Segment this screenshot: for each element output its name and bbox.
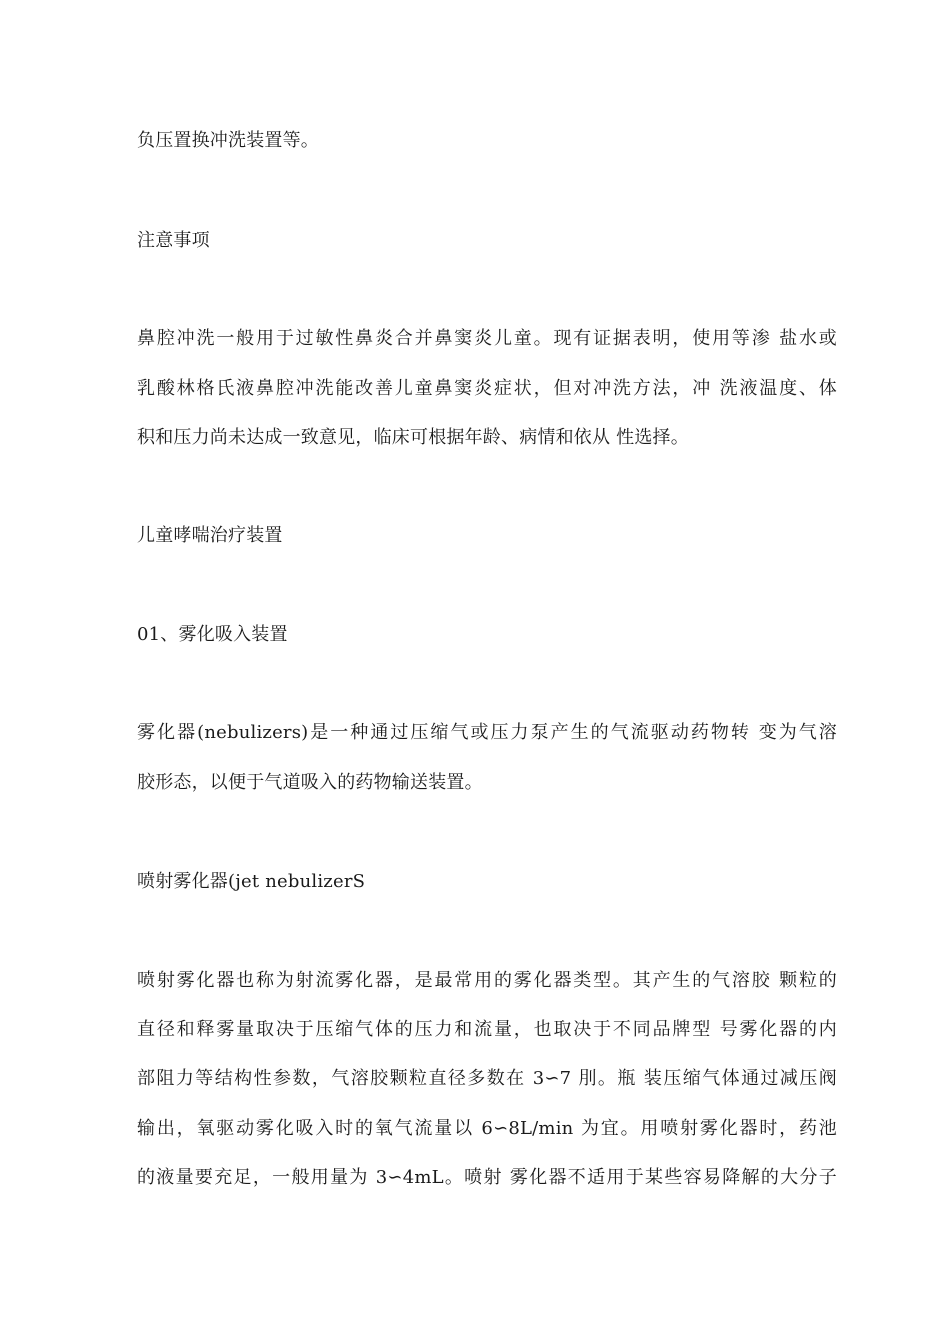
section-heading: 01、雾化吸入装置 bbox=[137, 624, 288, 645]
text-line: 部阻力等结构性参数，气溶胶颗粒直径多数在 3∽7 刖。瓶 装压缩气体通过减压阀 bbox=[137, 1068, 837, 1089]
text-line: 乳酸林格氏液鼻腔冲洗能改善儿童鼻窦炎症状，但对冲洗方法，冲 洗液温度、体 bbox=[137, 378, 837, 399]
section-heading: 注意事项 bbox=[137, 230, 210, 251]
text-line: 的液量要充足，一般用量为 3∽4mL。喷射 雾化器不适用于某些容易降解的大分子 bbox=[137, 1167, 837, 1188]
text-line: 鼻腔冲洗一般用于过敏性鼻炎合并鼻窦炎儿童。现有证据表明，使用等渗 盐水或 bbox=[137, 328, 837, 349]
text-line: 雾化器(nebulizers)是一种通过压缩气或压力泵产生的气流驱动药物转 变为气溶 bbox=[137, 722, 837, 743]
section-heading: 儿童哮喘治疗装置 bbox=[137, 525, 283, 546]
text-line: 负压置换冲洗装置等。 bbox=[137, 130, 319, 151]
text-line: 积和压力尚未达成一致意见，临床可根据年龄、病情和依从 性选择。 bbox=[137, 427, 689, 448]
text-line: 胶形态，以便于气道吸入的药物输送装置。 bbox=[137, 772, 483, 793]
section-heading: 喷射雾化器(jet nebulizerS bbox=[137, 871, 366, 892]
text-line: 喷射雾化器也称为射流雾化器，是最常用的雾化器类型。其产生的气溶胶 颗粒的 bbox=[137, 970, 837, 991]
text-line: 输出，氧驱动雾化吸入时的氧气流量以 6∽8L/min 为宜。用喷射雾化器时，药池 bbox=[137, 1118, 837, 1139]
text-line: 直径和释雾量取决于压缩气体的压力和流量，也取决于不同品牌型 号雾化器的内 bbox=[137, 1019, 837, 1040]
